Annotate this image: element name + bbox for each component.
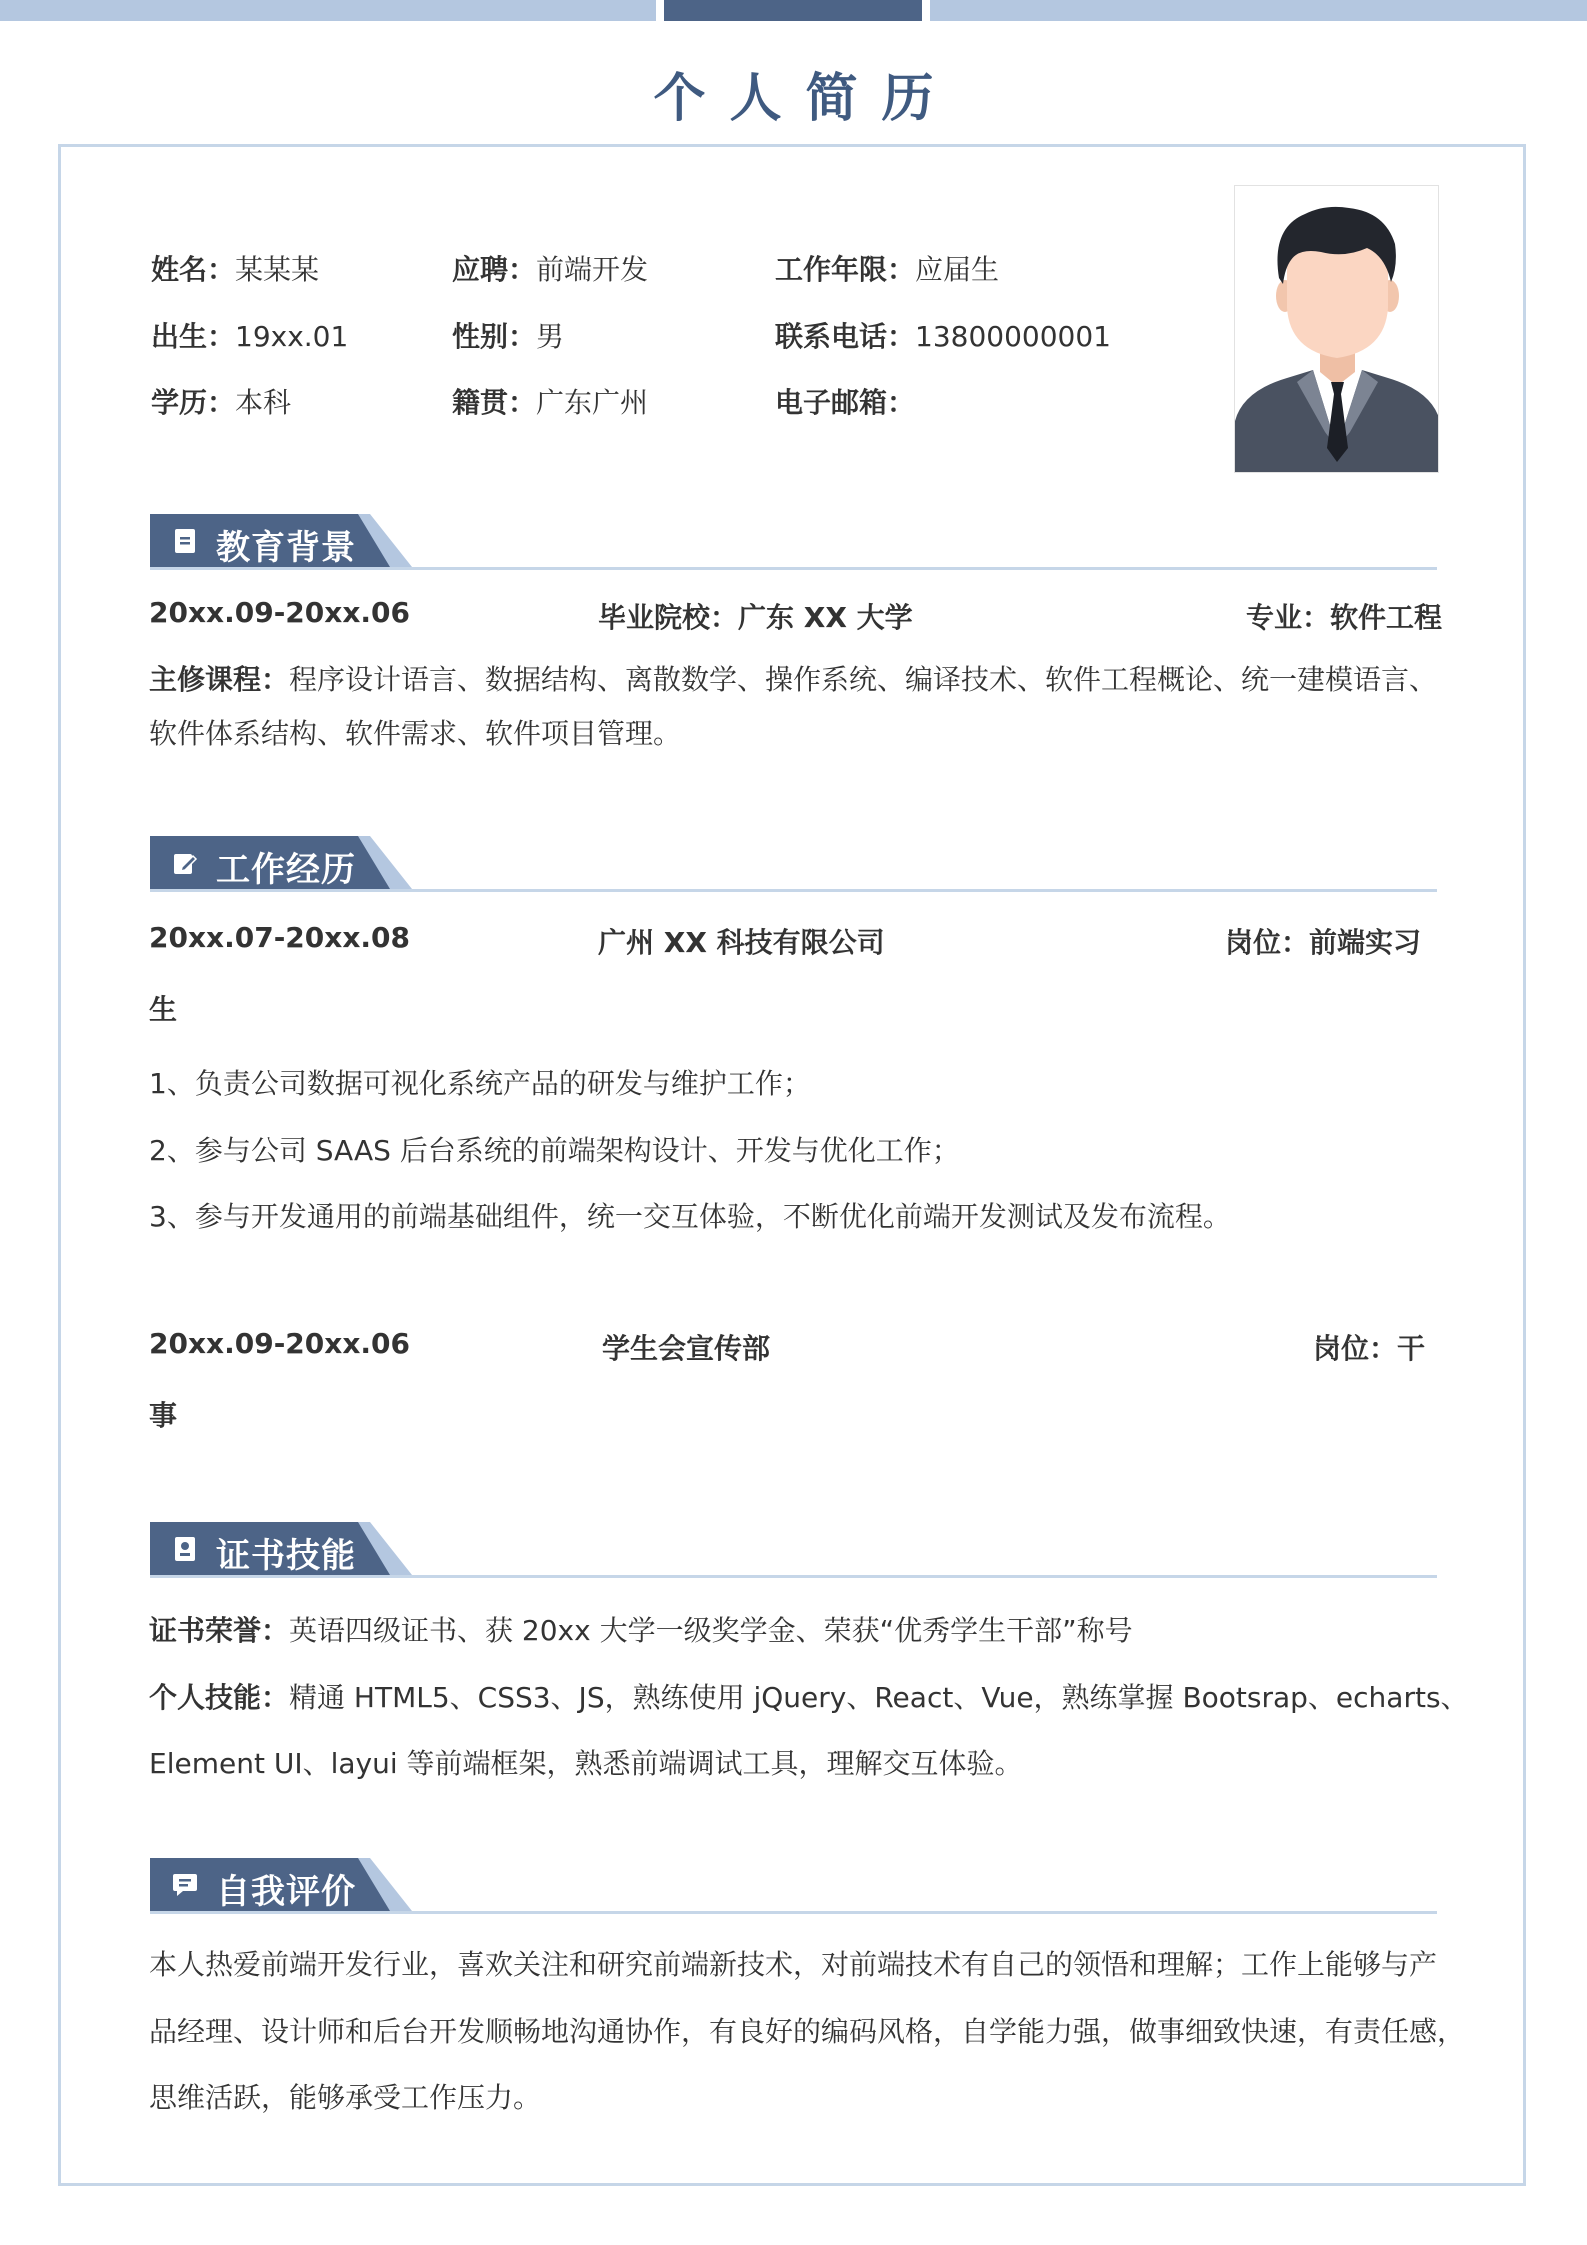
birth-value: 19xx.01 (235, 320, 349, 353)
gender-field (452, 315, 564, 355)
section-title-education: 教育背景 (216, 528, 356, 568)
education-period: 20xx.09-20xx.06 (149, 596, 410, 629)
avatar-illustration (1235, 186, 1439, 473)
skill-text-1: 精通 HTML5、CSS3、JS，熟练使用 jQuery、React、Vue，熟练掌握 Bootsrap、echarts、 (289, 1681, 1469, 1714)
name-label: 姓名： (151, 253, 236, 286)
name-value: 某某某 (235, 253, 320, 286)
years-field (775, 248, 999, 288)
cert-line (149, 1609, 1133, 1649)
position-value: 前端开发 (536, 253, 649, 286)
cert-value: 英语四级证书、获 20xx 大学一级奖学金、荣获“优秀学生干部”称号 (289, 1614, 1133, 1647)
education-value: 本科 (235, 386, 292, 419)
email-label: 电子邮箱： (775, 386, 916, 419)
years-value: 应届生 (915, 253, 1000, 286)
education-label: 学历： (151, 386, 236, 419)
section-title-self-eval: 自我评价 (216, 1872, 356, 1912)
job2-role-wrap: 事 (149, 1399, 178, 1432)
education-major: 专业：软件工程 (1246, 601, 1443, 634)
hometown-field (452, 381, 648, 421)
birth-label: 出生： (151, 320, 236, 353)
job1-duty-2: 2、参与公司 SAAS 后台系统的前端架构设计、开发与优化工作； (149, 1134, 960, 1167)
education-field (151, 381, 291, 421)
self-eval-line-1: 本人热爱前端开发行业，喜欢关注和研究前端新技术，对前端技术有自己的领悟和理解；工作上能够与产 (149, 1948, 1438, 1981)
job1-period: 20xx.07-20xx.08 (149, 921, 410, 954)
courses-line-1 (149, 658, 1437, 698)
skill-label: 个人技能： (149, 1681, 290, 1714)
book-icon (172, 528, 198, 554)
gender-value: 男 (536, 320, 565, 353)
job1-role: 岗位：前端实习 (1225, 926, 1422, 959)
skill-line-2: Element UI、layui 等前端框架，熟悉前端调试工具，理解交互体验。 (149, 1747, 1023, 1780)
courses-line-2: 软件体系结构、软件需求、软件项目管理。 (149, 717, 682, 750)
skill-line-1 (149, 1676, 1469, 1716)
birth-field (151, 315, 348, 355)
section-title-skills: 证书技能 (216, 1536, 356, 1576)
self-eval-line-2: 品经理、设计师和后台开发顺畅地沟通协作，有良好的编码风格，自学能力强，做事细致快速，有责任感， (149, 2015, 1466, 2048)
top-bar-right (930, 0, 1587, 21)
section-header-self-eval (150, 1858, 1437, 1914)
job2-period: 20xx.09-20xx.06 (149, 1327, 410, 1360)
job1-duty-1: 1、负责公司数据可视化系统产品的研发与维护工作； (149, 1067, 811, 1100)
job2-role: 岗位：干 (1313, 1332, 1426, 1365)
position-field (452, 248, 648, 288)
courses-text-1: 程序设计语言、数据结构、离散数学、操作系统、编译技术、软件工程概论、统一建模语言、 (289, 663, 1438, 696)
job1-company: 广州 XX 科技有限公司 (598, 926, 885, 959)
edit-icon (172, 850, 198, 876)
page-title: 个人简历 (653, 69, 958, 129)
courses-label: 主修课程： (149, 663, 290, 696)
phone-value: 13800000001 (915, 320, 1111, 353)
email-field (775, 381, 915, 421)
message-icon (172, 1872, 198, 1898)
years-label: 工作年限： (775, 253, 916, 286)
name-field (151, 248, 319, 288)
cert-label: 证书荣誉： (149, 1614, 290, 1647)
education-school: 毕业院校：广东 XX 大学 (598, 601, 913, 634)
job1-role-wrap: 生 (149, 993, 178, 1026)
top-bar-left (0, 0, 656, 21)
section-header-education (150, 514, 1437, 570)
avatar (1234, 185, 1439, 473)
hometown-label: 籍贯： (452, 386, 537, 419)
job1-duty-3: 3、参与开发通用的前端基础组件，统一交互体验，不断优化前端开发测试及发布流程。 (149, 1200, 1231, 1233)
section-header-skills (150, 1522, 1437, 1578)
phone-label: 联系电话： (775, 320, 916, 353)
gender-label: 性别： (452, 320, 537, 353)
hometown-value: 广东广州 (536, 386, 649, 419)
section-title-work: 工作经历 (216, 850, 356, 890)
top-bar-center (664, 0, 922, 21)
certificate-icon (172, 1536, 198, 1562)
position-label: 应聘： (452, 253, 537, 286)
section-header-work (150, 836, 1437, 892)
self-eval-line-3: 思维活跃，能够承受工作压力。 (149, 2081, 542, 2114)
job2-company: 学生会宣传部 (602, 1332, 771, 1365)
phone-field (775, 315, 1111, 355)
